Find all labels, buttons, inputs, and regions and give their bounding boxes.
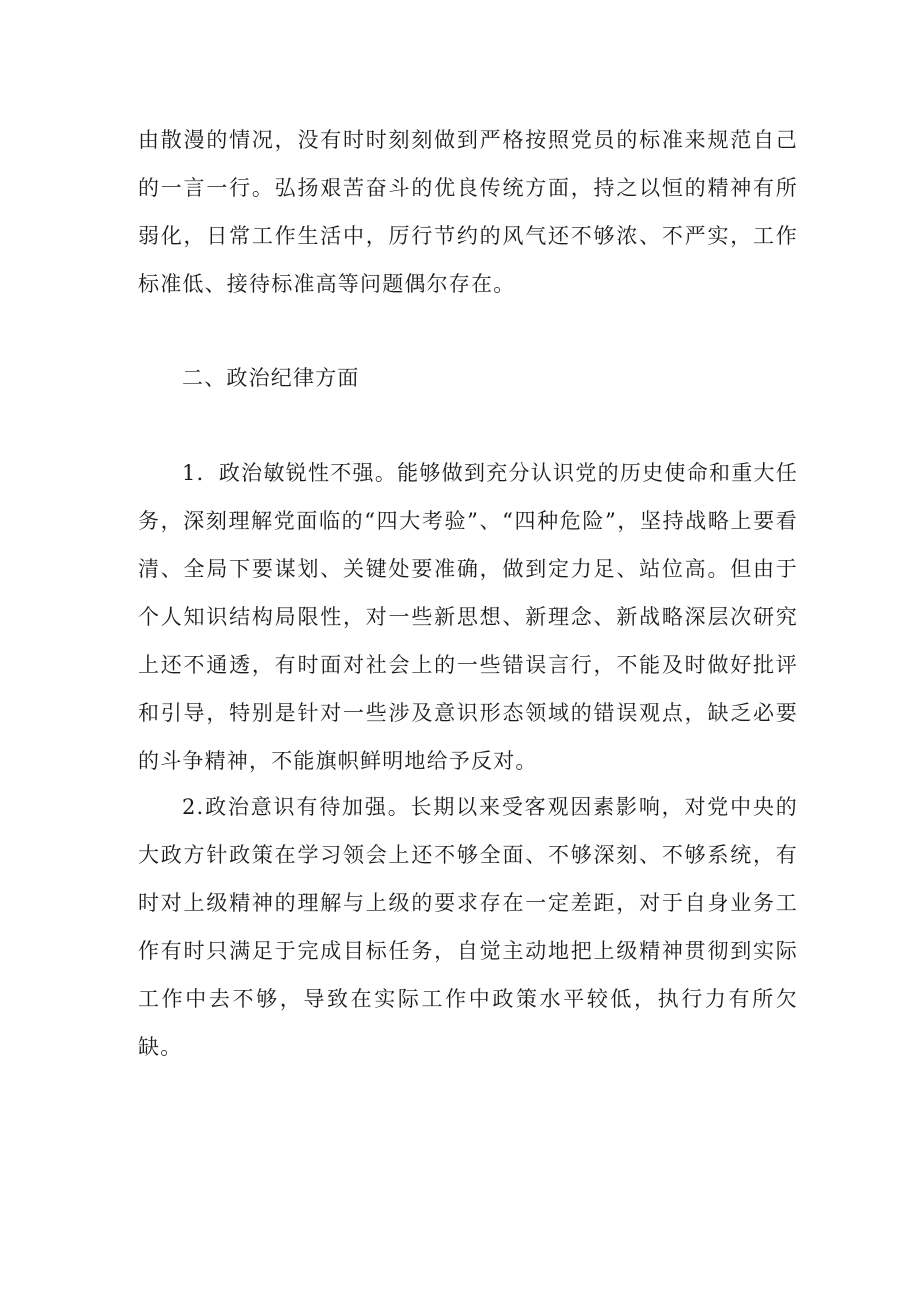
continuation-paragraph: 由散漫的情况，没有时时刻刻做到严格按照党员的标准来规范自己的一言一行。弘扬艰苦奋斗的优良传统方面，持之以恒的精神有所弱化，日常工作生活中，厉行节约的风气还不够浓、不严实，工作标准低、接待标准高等问题偶尔存在。	[138, 128, 798, 296]
item-2-paragraph: 2.政治意识有待加强。长期以来受客观因素影响，对党中央的大政方针政策在学习领会上还不够全面、不够深刻、不够系统，有时对上级精神的理解与上级的要求存在一定差距，对于自身业务工作有时只满足于完成目标任务，自觉主动地把上级精神贯彻到实际工作中去不够，导致在实际工作中政策水平较低，执行力有所欠缺。	[138, 795, 798, 1059]
item-1-paragraph: 1．政治敏锐性不强。能够做到充分认识党的历史使命和重大任务，深刻理解党面临的“四大考验”、“四种危险”，坚持战略上要看清、全局下要谋划、关键处要准确，做到定力足、站位高。但由于个人知识结构局限性，对一些新思想、新理念、新战略深层次研究上还不通透，有时面对社会上的一些错误言行，不能及时做好批评和引导，特别是针对一些涉及意识形态领域的错误观点，缺乏必要的斗争精神，不能旗帜鲜明地给予反对。	[138, 461, 798, 773]
section-heading: 二、政治纪律方面	[182, 366, 360, 390]
